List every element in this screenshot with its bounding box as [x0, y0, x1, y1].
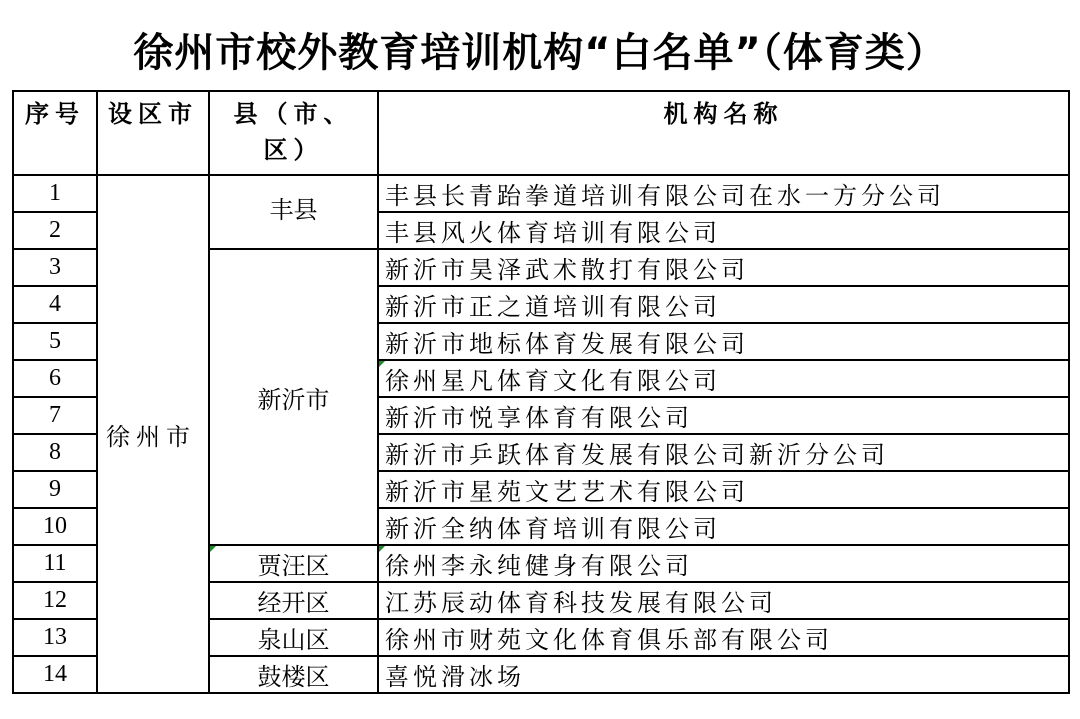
page-title: 徐州市校外教育培训机构“白名单”（体育类） [133, 30, 947, 76]
city-cell: 徐州市 [97, 175, 209, 693]
serial-number: 10 [13, 508, 97, 545]
institution-name: 徐州星凡体育文化有限公司 [378, 360, 1069, 397]
serial-number: 1 [13, 175, 97, 212]
whitelist-table [12, 90, 1070, 694]
county-cell-quanshan: 泉山区 [209, 619, 378, 656]
institution-name: 丰县长青跆拳道培训有限公司在水一方分公司 [378, 175, 1069, 212]
institution-name: 喜悦滑冰场 [378, 656, 1069, 693]
header-institution-name: 机构名称 [378, 91, 1069, 175]
serial-number: 13 [13, 619, 97, 656]
header-city: 设区市 [97, 91, 209, 175]
institution-name: 新沂市乒跃体育发展有限公司新沂分公司 [378, 434, 1069, 471]
county-cell-xinyi: 新沂市 [209, 249, 378, 545]
serial-number: 12 [13, 582, 97, 619]
institution-name: 新沂市地标体育发展有限公司 [378, 323, 1069, 360]
serial-number: 9 [13, 471, 97, 508]
serial-number: 11 [13, 545, 97, 582]
table-body [13, 175, 1069, 693]
header-serial-number: 序号 [13, 91, 97, 175]
institution-name: 江苏辰动体育科技发展有限公司 [378, 582, 1069, 619]
serial-number: 6 [13, 360, 97, 397]
county-cell-gulou: 鼓楼区 [209, 656, 378, 693]
table-row [13, 175, 1069, 212]
serial-number: 3 [13, 249, 97, 286]
serial-number: 5 [13, 323, 97, 360]
institution-name: 徐州李永纯健身有限公司 [378, 545, 1069, 582]
institution-name: 徐州市财苑文化体育俱乐部有限公司 [378, 619, 1069, 656]
institution-name: 新沂全纳体育培训有限公司 [378, 508, 1069, 545]
county-cell-jiawang: 贾汪区 [209, 545, 378, 582]
serial-number: 8 [13, 434, 97, 471]
table-header [13, 91, 1069, 175]
institution-name: 新沂市星苑文艺艺术有限公司 [378, 471, 1069, 508]
serial-number: 4 [13, 286, 97, 323]
county-cell-fengxian: 丰县 [209, 175, 378, 249]
header-county: 县（市、区） [209, 91, 378, 175]
institution-name: 丰县风火体育培训有限公司 [378, 212, 1069, 249]
institution-name: 新沂市悦享体育有限公司 [378, 397, 1069, 434]
institution-name: 新沂市正之道培训有限公司 [378, 286, 1069, 323]
county-cell-jingkai: 经开区 [209, 582, 378, 619]
serial-number: 2 [13, 212, 97, 249]
institution-name: 新沂市昊泽武术散打有限公司 [378, 249, 1069, 286]
serial-number: 14 [13, 656, 97, 693]
serial-number: 7 [13, 397, 97, 434]
